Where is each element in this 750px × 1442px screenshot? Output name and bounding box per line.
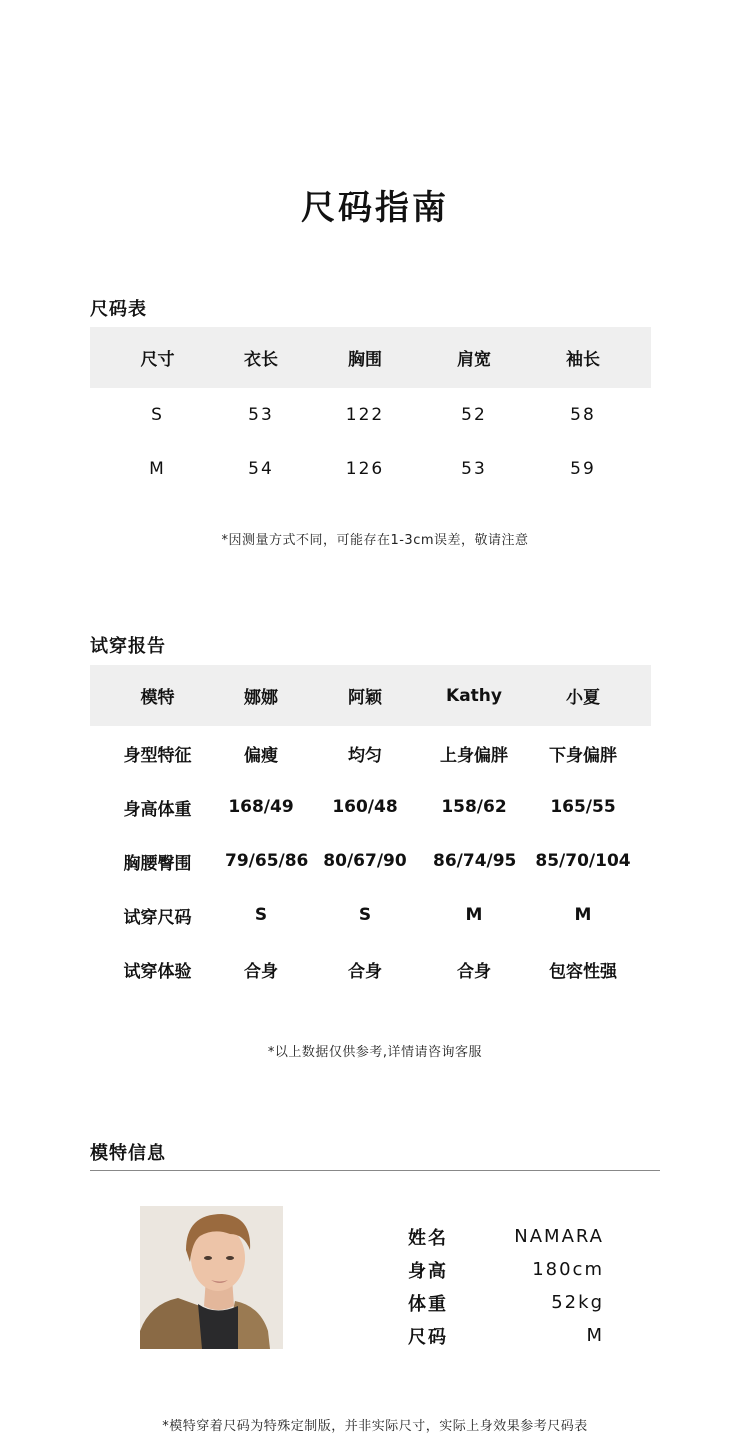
fit-note: *以上数据仅供参考,详情请咨询客服 (267, 1045, 483, 1060)
fit-cell: 合身 (348, 961, 382, 982)
size-cell: 53 (248, 405, 274, 425)
fit-cell: 偏瘦 (244, 745, 278, 766)
model-info-row (408, 1253, 618, 1286)
fit-cell: M (465, 905, 483, 925)
size-cell: 59 (570, 459, 596, 479)
size-table-header (90, 327, 651, 388)
fit-cell: S (358, 905, 372, 925)
size-cell: 54 (248, 459, 274, 479)
model-info-key: 身高 (408, 1260, 448, 1282)
model-info-row (408, 1220, 618, 1253)
model-info-value: 180cm (532, 1259, 604, 1280)
size-header-cell: 袖长 (566, 350, 600, 370)
fit-cell: 包容性强 (549, 961, 617, 982)
fit-header-cell: 小夏 (566, 688, 600, 708)
size-cell: S (151, 405, 164, 425)
fit-cell: 85/70/104 (535, 851, 631, 871)
size-cell: 58 (570, 405, 596, 425)
fit-cell: 79/65/86 (225, 851, 309, 871)
fit-cell: 168/49 (228, 797, 294, 817)
size-cell: M (149, 459, 166, 479)
size-cell: 52 (461, 405, 487, 425)
fit-cell: 165/55 (550, 797, 616, 817)
size-section-label: 尺码表 (90, 299, 147, 320)
model-info-row (408, 1286, 618, 1319)
model-note: *模特穿着尺码为特殊定制版，并非实际尺寸，实际上身效果参考尺码表 (162, 1419, 588, 1434)
size-header-cell: 肩宽 (457, 350, 491, 370)
table-row (90, 834, 651, 888)
fit-cell: 158/62 (441, 797, 507, 817)
fit-cell: 86/74/95 (433, 851, 517, 871)
size-note: *因测量方式不同，可能存在1-3cm误差，敬请注意 (221, 533, 529, 548)
model-info-row (408, 1319, 618, 1352)
fit-cell: 合身 (244, 961, 278, 982)
model-info (408, 1220, 618, 1352)
table-row (90, 726, 651, 780)
fit-cell: 试穿体验 (123, 961, 192, 982)
size-cell: 126 (345, 459, 385, 479)
fit-header-cell: 阿颖 (348, 688, 382, 708)
page-title: 尺码指南 (301, 188, 449, 228)
fit-cell: 下身偏胖 (549, 745, 617, 766)
size-cell: 53 (461, 459, 487, 479)
fit-header-cell: 娜娜 (244, 688, 278, 708)
model-info-key: 姓名 (408, 1227, 448, 1249)
fit-cell: 160/48 (332, 797, 398, 817)
size-header-cell: 胸围 (348, 350, 382, 370)
fit-cell: 身高体重 (123, 799, 192, 820)
fit-cell: 上身偏胖 (440, 745, 508, 766)
fit-cell: S (254, 905, 268, 925)
table-row (90, 442, 651, 496)
model-section-label: 模特信息 (90, 1143, 166, 1164)
size-header-cell: 衣长 (244, 350, 278, 370)
model-portrait-image (140, 1206, 283, 1349)
table-row (90, 888, 651, 942)
size-header-cell: 尺寸 (140, 350, 175, 370)
model-info-value: 52kg (551, 1292, 604, 1313)
model-info-value: NAMARA (514, 1226, 604, 1247)
fit-table (90, 665, 651, 996)
model-info-key: 尺码 (408, 1326, 448, 1348)
model-info-value: M (586, 1325, 604, 1346)
fit-cell: 合身 (457, 961, 491, 982)
fit-header-cell: Kathy (446, 685, 502, 706)
fit-cell: 80/67/90 (323, 851, 407, 871)
size-cell: 122 (345, 405, 385, 425)
fit-cell: 胸腰臀围 (123, 853, 192, 874)
fit-cell: 身型特征 (123, 745, 192, 766)
size-table (90, 327, 651, 496)
fit-cell: 均匀 (348, 745, 382, 766)
model-photo (140, 1206, 283, 1349)
fit-table-header (90, 665, 651, 726)
fit-header-cell: 模特 (140, 688, 175, 708)
section-divider (90, 1170, 660, 1171)
table-row (90, 942, 651, 996)
table-row (90, 388, 651, 442)
model-info-key: 体重 (408, 1293, 448, 1315)
fit-cell: M (574, 905, 592, 925)
fit-section-label: 试穿报告 (90, 636, 166, 657)
table-row (90, 780, 651, 834)
fit-cell: 试穿尺码 (123, 907, 192, 928)
